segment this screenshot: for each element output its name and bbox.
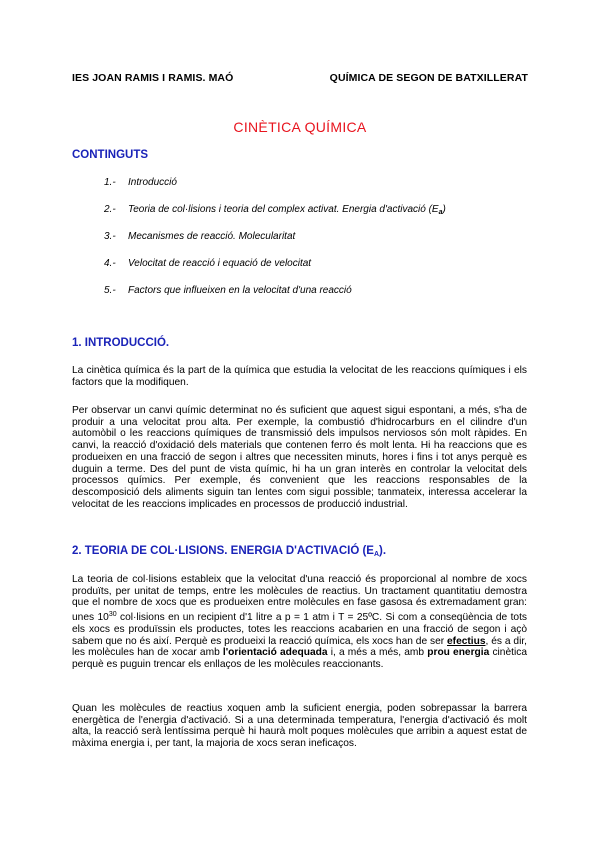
paragraph: Quan les molècules de reactius xoquen amb la suficient energia, poden sobrepassar la barrera energètica de l'energia d'activació. Si a una determinada temperatura, l'energia d'activació és molt alta, la reacció serà lentíssima perquè hi haurà molt poques molècules que arribin a aquest estat de màxima energia i, per tant, la majoria de xocs seran ineficaços. <box>72 703 527 750</box>
paragraph: Per observar un canvi químic determinat no és suficient que aquest sigui espontani, a més, s'ha de produir a una velocitat prou alta. Per exemple, la combustió d'hidrocarburs en el cilindre d'un automòbil o les reaccions químiques de transmissió dels impulsos nerviosos són molt ràpides. En canvi, la reacció d'oxidació dels materials que contenen ferro és molt lenta. Hi ha reaccions que es produeixen en una fracció de segon i altres que necessiten minuts, hores i fins i tot anys perquè es duguin a terme. Des del punt de vista químic, hi ha un gran interès en controlar la velocitat dels processos químics. Per exemple, és convenient que les reaccions responsables de la descomposició dels aliments siguin tan lentes com sigui possible; tanmateix, interessa accelerar la velocitat de les reaccions implicades en processos de producció industrial. <box>72 405 527 510</box>
superscript: 30 <box>108 611 117 619</box>
emphasis-effective: efectius <box>447 635 486 647</box>
subscript: a <box>438 209 443 216</box>
subscript: A <box>373 551 380 558</box>
contents-item: 1.- Introducció <box>104 177 177 188</box>
contents-item: 5.- Factors que influeixen en la velocitat d'una reacció <box>104 285 352 296</box>
contents-item: 4.- Velocitat de reacció i equació de velocitat <box>104 258 312 269</box>
contents-item: 3.- Mecanismes de reacció. Molecularitat <box>104 231 296 242</box>
emphasis-energy: prou energia <box>427 647 490 659</box>
section-heading-collision-theory: 2. TEORIA DE COL·LISIONS. ENERGIA D'ACTIVACIÓ $(E_A)$. <box>72 545 387 558</box>
contents-item-text: Factors que influeixen en la velocitat d'una reacció <box>128 285 352 296</box>
contents-item-text: Mecanismes de reacció. Molecularitat <box>128 231 296 242</box>
document-title: CINÈTICA QUÍMICA <box>233 119 367 135</box>
contents-item-text: Teoria de col·lisions i teoria del complex activat. Energia d'activació (E <box>128 204 439 215</box>
paragraph: La teoria de col·lisions estableix que la velocitat d'una reacció és proporcional al nombre de xocs produïts, per unitat de temps, entre les molècules de reactius. Un tractament quantitatiu demostra que el nombre de xocs que es produeixen entre molècules en fase gasosa és extremadament gran: unes $10^{30}$ col·lisions en un recipient d'1 litre a p = 1 atm i T = 25ºC. Si com a conseqüència de tots els xocs es produïssin els productes, totes les reaccions acabarien en una fracció de segon i açò sabem que no és així. Perquè es produeixi la reacció química, els xocs han de ser efectius, és a dir, les molècules han de xocar amb l'orientació adequada i, a més a més, amb prou energia cinètica perquè es puguin trencar els enllaços de les molècules reaccionants. <box>72 574 527 670</box>
header-course: QUÍMICA DE SEGON DE BATXILLERAT <box>329 72 528 84</box>
contents-item-text: Velocitat de reacció i equació de velocitat <box>128 258 312 269</box>
contents-item: 2.- Teoria de col·lisions i teoria del complex activat. Energia d'activació $(E_a)$ <box>104 204 446 216</box>
contents-list <box>104 177 544 312</box>
paragraph: La cinètica química és la part de la química que estudia la velocitat de les reaccions químiques i els factors que la modifiquen. <box>72 365 527 388</box>
emphasis-orientation: l'orientació adequada <box>222 647 328 659</box>
contents-heading: CONTINGUTS <box>72 149 149 161</box>
header-school: IES JOAN RAMIS I RAMIS. MAÓ <box>72 72 234 84</box>
section-heading-introduction: 1. INTRODUCCIÓ. <box>72 337 170 349</box>
contents-item-text: Introducció <box>128 177 177 188</box>
